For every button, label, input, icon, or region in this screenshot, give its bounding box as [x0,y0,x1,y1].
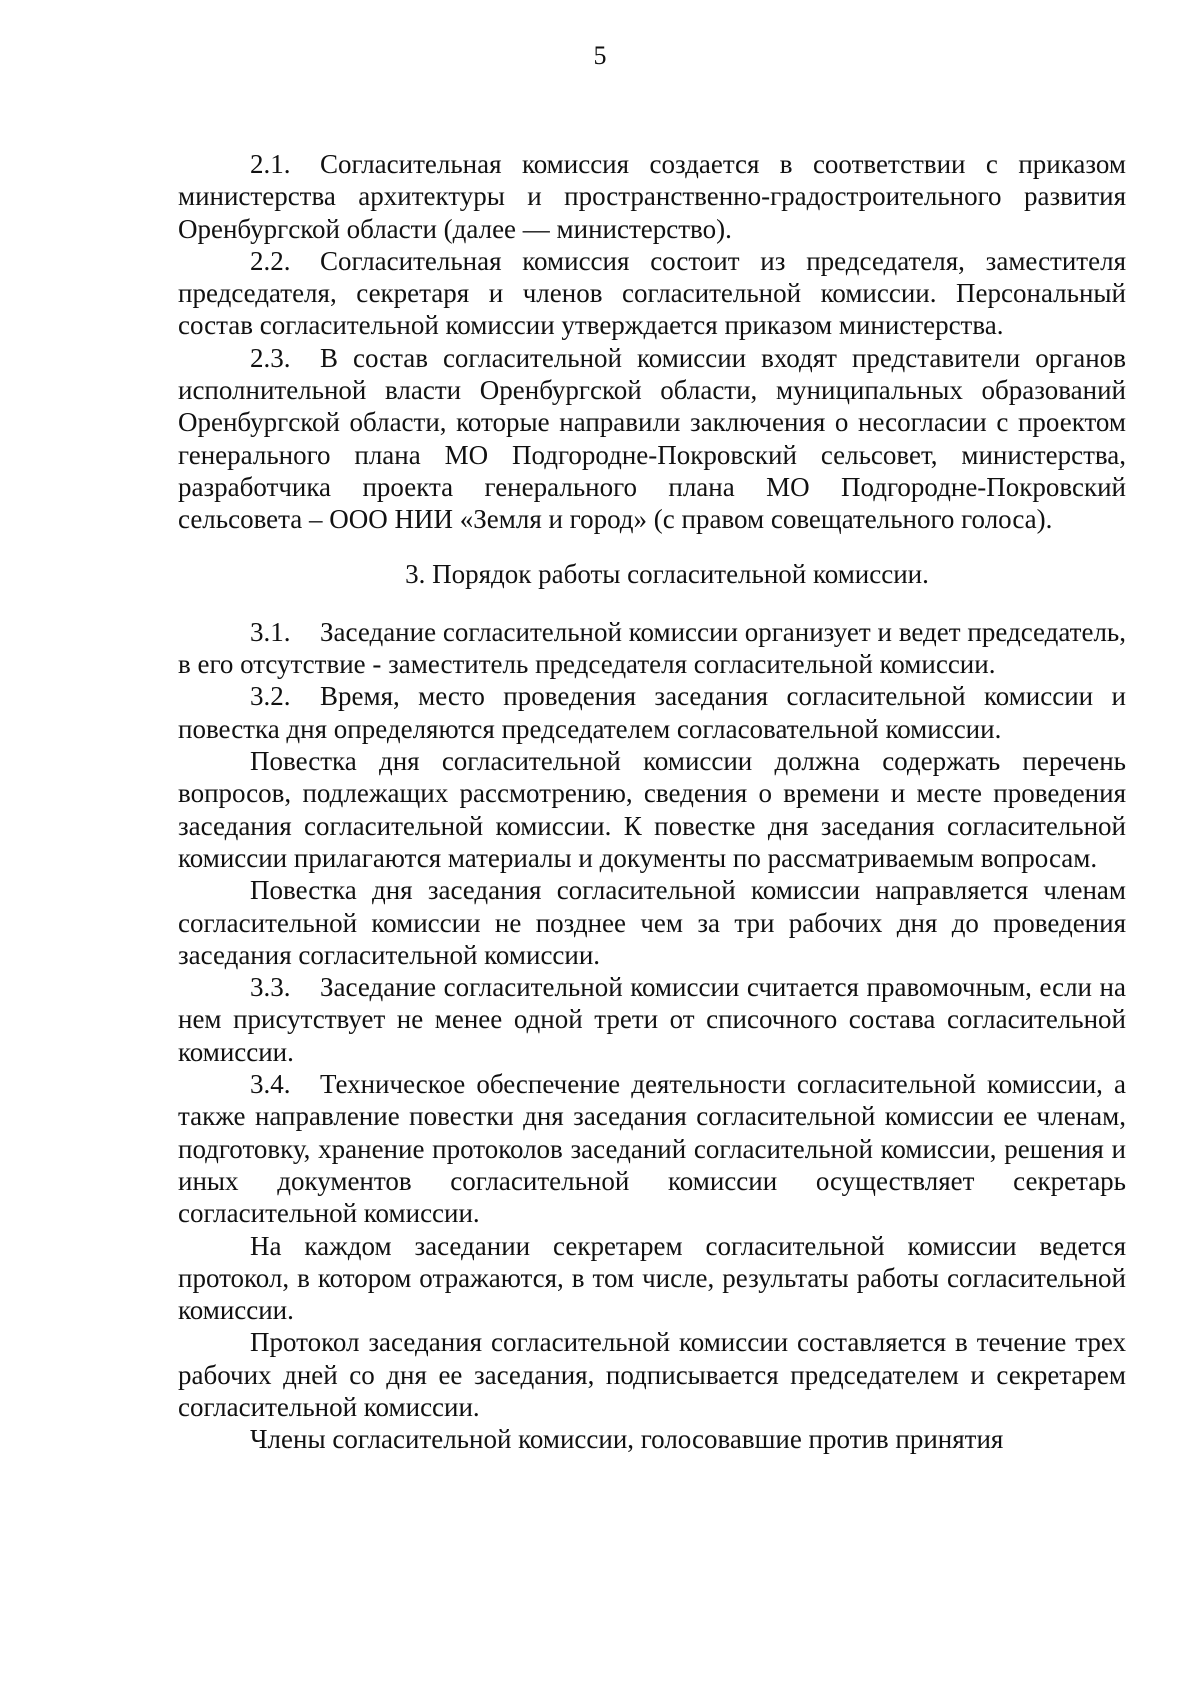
paragraph-number: 2.2. [250,245,291,276]
paragraph-2-2 [178,245,1126,342]
paragraph-number: 3.1. [250,616,291,647]
document-body [178,148,1126,1456]
paragraph-3-4 [178,1068,1126,1229]
paragraph-3-2 [178,680,1126,745]
paragraph-number: 2.1. [250,149,291,179]
paragraph-number: 2.3. [250,342,291,373]
paragraph-agenda-contents: Повестка дня согласительной комиссии должна содержать перечень вопросов, подлежащих рассмотрению, сведения о времени и месте проведения заседания согласительной комиссии. К повестке дня заседания согласительной комиссии прилагаются материалы и документы по рассматриваемым вопросам. [178,746,1126,873]
paragraph-text: В состав согласительной комиссии входят представители органов исполнительной власти Оренбургской области, муниципальных образований Оренбургской области, которые направили заключения о несогласии с проектом генерального плана МО Подгородне-Покровский сельсовет, министерства, разработчика проекта генерального плана МО Подгородне-Покровский сельсовета – ООО НИИ «Земля и город» (с правом совещательного голоса). [178,342,1126,535]
paragraph-text: Время, место проведения заседания согласительной комиссии и повестка дня определяются председателем согласовательной комиссии. [178,681,1126,744]
paragraph-3-3 [178,971,1126,1068]
paragraph-text: Согласительная комиссия состоит из председателя, заместителя председателя, секретаря и членов согласительной комиссии. Персональный состав согласительной комиссии утверждается приказом министерства. [178,245,1126,341]
paragraph-protocol-signing: Протокол заседания согласительной комиссии составляется в течение трех рабочих дней со дня ее заседания, подписывается председателем и секретарем согласительной комиссии. [178,1327,1126,1422]
section-heading: 3. Порядок работы согласительной комиссии. [405,558,929,589]
paragraph-number: 3.2. [250,681,291,712]
paragraph-2-1 [178,148,1126,245]
paragraph-text: Заседание согласительной комиссии организует и ведет председатель, в его отсутствие - заместитель председателя согласительной комиссии. [178,616,1126,680]
page-number: 5 [593,41,607,70]
paragraph-agenda-delivery: Повестка дня заседания согласительной комиссии направляется членам согласительной комиссии не позднее чем за три рабочих дня до проведения заседания согласительной комиссии. [178,875,1126,970]
paragraph-3-1 [178,616,1126,681]
paragraph-text: Заседание согласительной комиссии считается правомочным, если на нем присутствует не менее одной трети от списочного состава согласительной комиссии. [178,972,1126,1067]
paragraph-2-3 [178,342,1126,536]
paragraph-number: 3.4. [250,1069,291,1100]
paragraph-text: Согласительная комиссия создается в соответствии с приказом министерства архитектуры и пространственно-градостроительного развития Оренбургской области (далее — министерство). [178,149,1126,244]
paragraph-number: 3.3. [250,972,291,1003]
paragraph-text: Техническое обеспечение деятельности согласительной комиссии, а также направление повестки дня заседания согласительной комиссии ее членам, подготовку, хранение протоколов заседаний согласительной комиссии, решения и иных документов согласительной комиссии осуществляет секретарь согласительной комиссии. [178,1069,1126,1229]
paragraph-protocol-keeping: На каждом заседании секретарем согласительной комиссии ведется протокол, в котором отражаются, в том числе, результаты работы согласительной комиссии. [178,1230,1126,1326]
paragraph-dissenting-members: Члены согласительной комиссии, голосовавшие против принятия [250,1424,1004,1455]
